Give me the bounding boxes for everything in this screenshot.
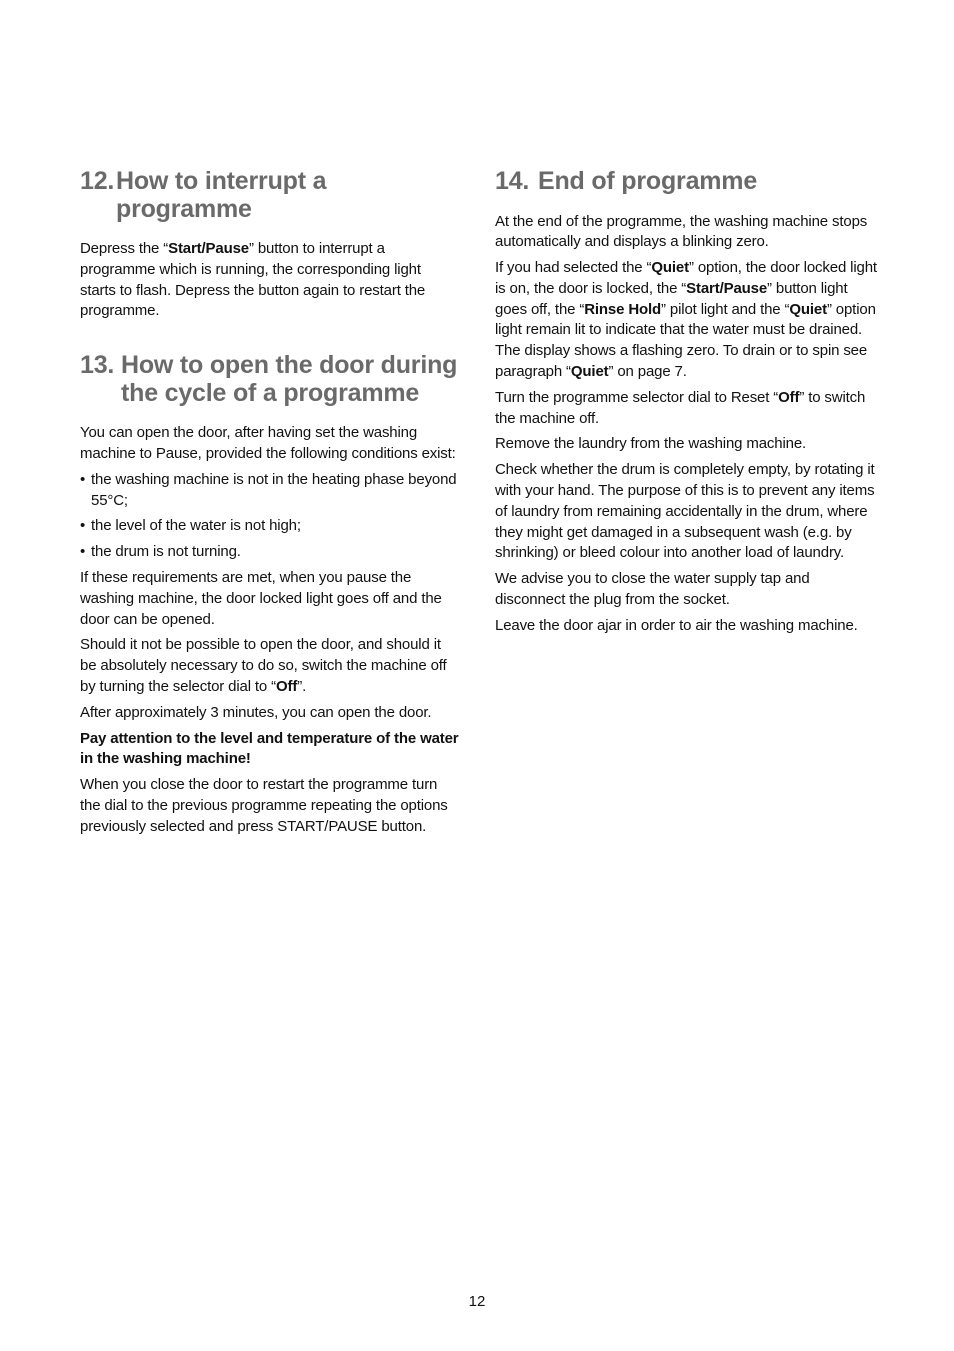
close-door-paragraph: When you close the door to restart the programme turn the dial to the previous programme repeating the options previously selected and press START/PAUSE button.: [80, 776, 448, 835]
quiet-label: Quiet: [570, 363, 609, 381]
leave-door-paragraph: Leave the door ajar in order to air the washing machine.: [495, 616, 858, 634]
section-12-number: 12.: [80, 167, 115, 195]
right-column: [495, 168, 879, 642]
warning-paragraph: Pay attention to the level and temperature of the water in the washing machine!: [80, 729, 459, 768]
off-label: Off: [778, 388, 800, 406]
advise-paragraph: We advise you to close the water supply tap and disconnect the plug from the socket.: [495, 570, 810, 609]
text-run: ” option light remain lit to indicate that the water must be drained.: [495, 300, 876, 339]
text-run: ”.: [297, 677, 307, 695]
section-12-paragraph: [80, 239, 460, 322]
text-run: If you had selected the “: [495, 259, 652, 277]
quiet-label: Quiet: [651, 259, 689, 277]
text-run: ” on page 7.: [608, 363, 687, 381]
after-minutes-paragraph: After approximately 3 minutes, you can open the door.: [80, 703, 432, 721]
condition-text: the level of the water is not high;: [91, 517, 301, 535]
text-run: Should it not be possible to open the door, and should it be absolutely necessary to do so, switch the machine off by turning the selector dial to “: [80, 636, 447, 695]
text-run: Depress the “: [80, 240, 169, 257]
quiet-label: Quiet: [789, 300, 827, 318]
section-13-title: How to open the door during the cycle of a programme: [121, 351, 458, 407]
off-label: Off: [276, 677, 298, 695]
section-12-heading: [80, 168, 460, 223]
section-14-number: 14.: [495, 167, 530, 195]
section-13-heading: [80, 352, 460, 407]
left-column: [80, 168, 460, 843]
quiet-paragraph: [495, 258, 879, 383]
condition-text: the washing machine is not in the heating phase beyond 55°C;: [91, 470, 457, 509]
page-number: 12: [468, 1293, 486, 1310]
text-run: ” to switch the machine off.: [495, 388, 866, 427]
start-pause-label: Start/Pause: [686, 279, 768, 297]
text-run: ” button light goes off, the “: [495, 279, 848, 318]
text-run: ” button to interrupt a programme which is running, the corresponding light starts to flash. Depress the button again to restart the programme.: [80, 240, 426, 320]
text-run: ” pilot light and the “: [661, 300, 790, 318]
start-pause-label: Start/Pause: [168, 240, 249, 257]
condition-item: [80, 470, 460, 512]
rinse-hold-label: Rinse Hold: [584, 300, 662, 318]
requirements-paragraph: If these requirements are met, when you pause the washing machine, the door locked light goes off and the door can be opened.: [80, 568, 442, 628]
text-run: The display shows a flashing zero. To drain or to spin see paragraph “: [495, 342, 868, 381]
remove-laundry-paragraph: Remove the laundry from the washing machine.: [495, 435, 807, 453]
condition-item: [80, 542, 460, 563]
section-12-title: How to interrupt a programme: [116, 167, 327, 223]
bullet-icon: •: [80, 543, 86, 561]
end-paragraph: At the end of the programme, the washing machine stops automatically and displays a blinking zero.: [495, 212, 868, 251]
section-14-heading: [495, 168, 879, 196]
condition-item: [80, 516, 460, 537]
section-14-title: End of programme: [538, 167, 758, 195]
section-13-intro: You can open the door, after having set the washing machine to Pause, provided the following conditions exist:: [80, 424, 456, 462]
text-run: Turn the programme selector dial to Reset “: [495, 388, 779, 406]
condition-text: the drum is not turning.: [91, 543, 241, 561]
should-not-open-paragraph: [80, 635, 460, 697]
text-run: ” option, the door locked light is on, the door is locked, the “: [495, 259, 877, 297]
check-drum-paragraph: Check whether the drum is completely empty, by rotating it with your hand. The purpose of this is to prevent any items of laundry from remaining accidentally in the drum, where they might get damaged in a subsequent wash (e.g. by shrinking) or bleed colour into another load of laundry.: [495, 461, 875, 562]
section-13-number: 13.: [80, 351, 115, 380]
turn-dial-paragraph: [495, 388, 879, 430]
bullet-icon: •: [80, 517, 86, 535]
bullet-icon: •: [80, 470, 86, 488]
